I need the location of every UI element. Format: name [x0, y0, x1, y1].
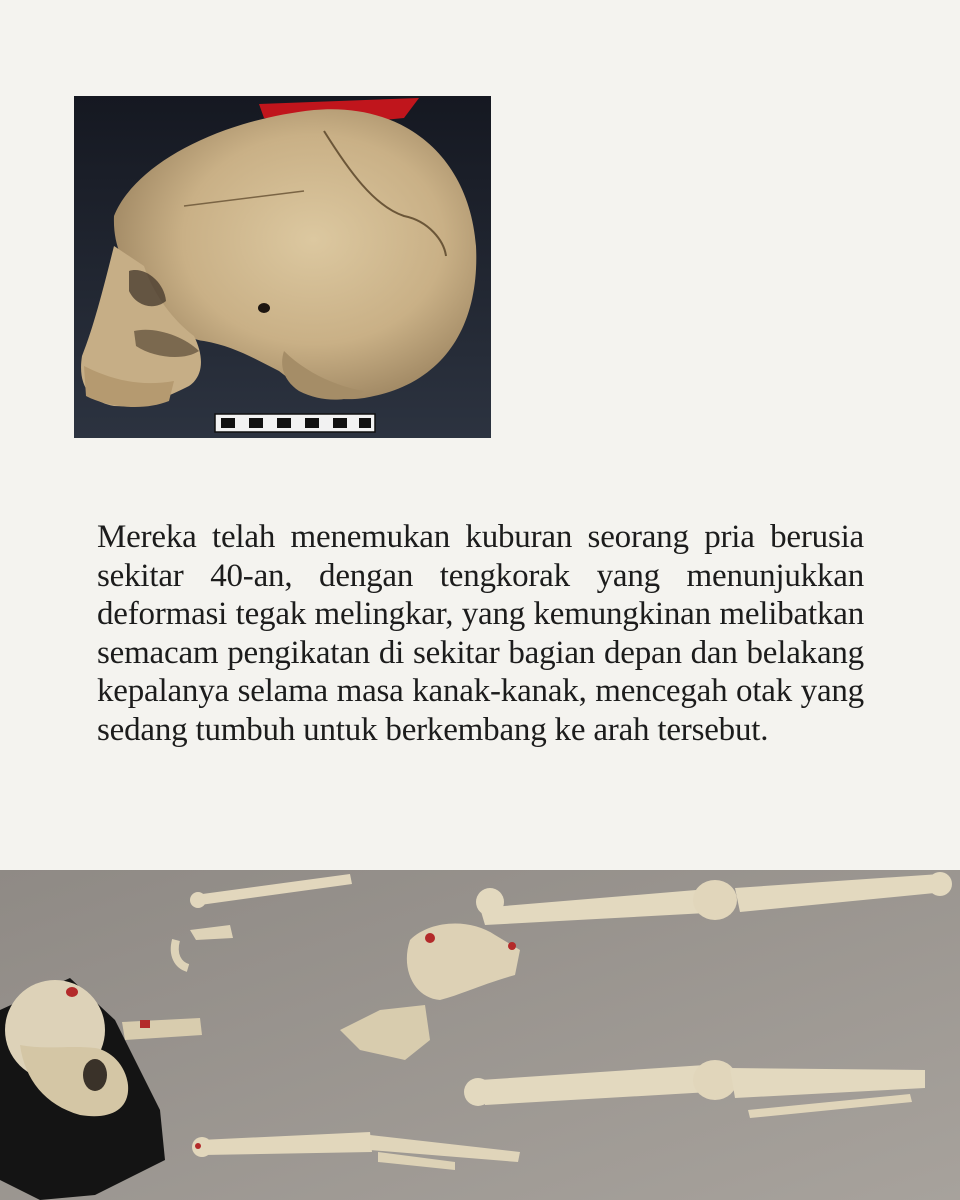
skeleton-bones-photo [0, 870, 960, 1200]
skull-icon [74, 96, 491, 438]
skull-photo [74, 96, 491, 438]
scale-bar [215, 414, 375, 432]
body-paragraph: Mereka telah menemukan kuburan seorang pria berusia sekitar 40-an, dengan tengkorak yang menunjukkan deformasi tegak melingkar, yang kemungkinan melibatkan semacam pengikatan di sekitar bagian depan dan belakang kepalanya selama masa kanak-kanak, mencegah otak yang sedang tumbuh untuk berkembang ke arah tersebut. [97, 519, 864, 748]
bones-icon [0, 870, 960, 1200]
